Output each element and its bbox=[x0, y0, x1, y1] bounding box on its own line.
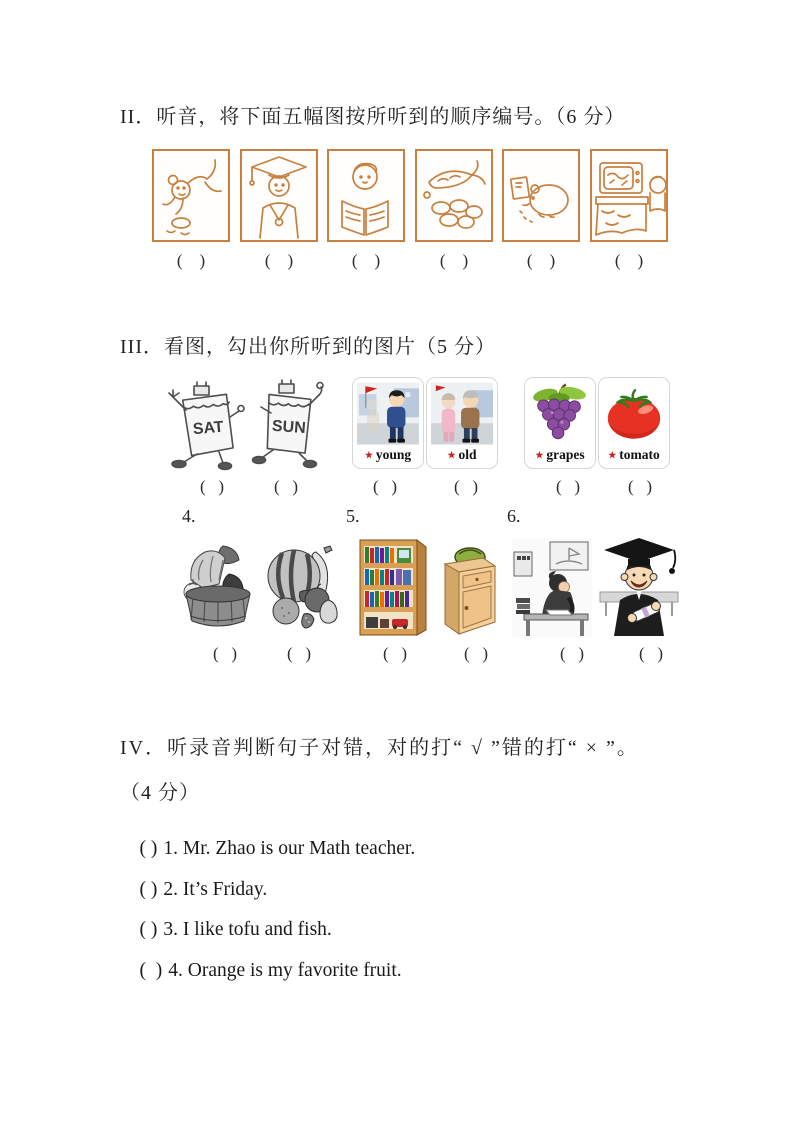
item-number-5: 5. bbox=[346, 506, 360, 526]
card-word: grapes bbox=[546, 447, 585, 462]
answer-blank-s3-5a: ( ) bbox=[382, 644, 408, 663]
answer-blank-s2-4: ( ) bbox=[439, 251, 469, 270]
card-grapes bbox=[524, 377, 596, 469]
sat-label: SAT bbox=[192, 418, 225, 439]
old-man-icon bbox=[431, 382, 493, 445]
answer-blank-s3-3b: ( ) bbox=[627, 477, 653, 496]
section4-heading-line2: （4 分） bbox=[120, 782, 200, 804]
picture-vegetables bbox=[415, 149, 493, 242]
answer-blank-s3-1a: ( ) bbox=[199, 477, 225, 496]
vegetable-basket-icon bbox=[173, 534, 263, 639]
hamster-icon bbox=[504, 151, 578, 240]
item-number-4: 4. bbox=[182, 506, 196, 526]
answer-blank-s3-5b: ( ) bbox=[463, 644, 489, 663]
bookshelf-icon bbox=[355, 536, 431, 638]
tf-blank-4: ( ) bbox=[139, 960, 163, 981]
answer-blank-s3-4b: ( ) bbox=[286, 644, 312, 663]
tf-text-1: 1. Mr. Zhao is our Math teacher. bbox=[163, 838, 416, 859]
answer-blank-s3-2b: ( ) bbox=[453, 477, 479, 496]
star-icon: ★ bbox=[608, 449, 617, 460]
picture-fruits bbox=[260, 534, 346, 644]
sunday-calendar-icon bbox=[249, 377, 331, 472]
answer-blank-s3-1b: ( ) bbox=[273, 477, 299, 496]
answer-blank-s3-2a: ( ) bbox=[372, 477, 398, 496]
tf-text-3: 3. I like tofu and fish. bbox=[163, 919, 332, 940]
picture-hamster bbox=[502, 149, 580, 242]
answer-blank-s2-6: ( ) bbox=[614, 251, 644, 270]
cabinet-icon bbox=[437, 542, 501, 638]
answer-blank-s2-1: ( ) bbox=[176, 251, 206, 270]
answer-blank-s2-3: ( ) bbox=[351, 251, 381, 270]
tomato-icon bbox=[603, 382, 665, 445]
child-reading-icon bbox=[329, 151, 403, 240]
picture-cabinet bbox=[437, 542, 501, 643]
card-word: old bbox=[458, 447, 477, 462]
graduate-icon bbox=[242, 151, 316, 240]
clown-handstand-icon bbox=[154, 151, 228, 240]
answer-blank-s3-4a: ( ) bbox=[212, 644, 238, 663]
card-word: tomato bbox=[619, 447, 660, 462]
star-icon: ★ bbox=[447, 449, 456, 460]
tf-blank-1: ( ) bbox=[139, 838, 158, 859]
answer-blank-s3-3a: ( ) bbox=[555, 477, 581, 496]
young-man-icon bbox=[357, 382, 419, 445]
answer-blank-s2-2: ( ) bbox=[264, 251, 294, 270]
watching-tv-icon bbox=[592, 151, 666, 240]
tf-text-2: 2. It’s Friday. bbox=[163, 879, 268, 900]
picture-watching-tv bbox=[590, 149, 668, 242]
graduate-boy-icon bbox=[598, 536, 680, 638]
picture-sun-calendar bbox=[249, 377, 331, 472]
sun-label: SUN bbox=[271, 417, 307, 438]
tf-blank-3: ( ) bbox=[139, 919, 158, 940]
teacher-writing-icon bbox=[512, 538, 592, 638]
picture-sat-calendar bbox=[166, 377, 250, 472]
tf-text-4: 4. Orange is my favorite fruit. bbox=[168, 960, 402, 981]
card-label bbox=[365, 447, 411, 463]
saturday-calendar-icon bbox=[166, 377, 250, 472]
beans-potatoes-icon bbox=[417, 151, 491, 240]
section2-heading: II．听音，将下面五幅图按所听到的顺序编号。（6 分） bbox=[120, 106, 626, 128]
card-tomato bbox=[598, 377, 670, 469]
fruits-icon bbox=[260, 534, 346, 639]
star-icon: ★ bbox=[364, 449, 373, 460]
star-icon: ★ bbox=[535, 449, 544, 460]
picture-graduate bbox=[240, 149, 318, 242]
section3-heading: III．看图，勾出你所听到的图片（5 分） bbox=[120, 336, 496, 358]
card-word: young bbox=[375, 447, 412, 462]
picture-bookshelf bbox=[355, 536, 431, 643]
answer-blank-s3-6b: ( ) bbox=[638, 644, 664, 663]
card-old bbox=[426, 377, 498, 469]
section4-heading-line1: IV．听录音判断句子对错，对的打“ √ ”错的打“ × ”。 bbox=[120, 737, 639, 759]
grapes-icon bbox=[529, 382, 591, 445]
card-label bbox=[535, 447, 584, 463]
picture-vegetable-basket bbox=[173, 534, 263, 644]
card-label bbox=[447, 447, 476, 463]
picture-child-reading bbox=[327, 149, 405, 242]
card-young bbox=[352, 377, 424, 469]
tf-item-4 bbox=[120, 938, 402, 1004]
answer-blank-s2-5: ( ) bbox=[526, 251, 556, 270]
card-label bbox=[608, 447, 660, 463]
picture-teacher-writing bbox=[512, 538, 592, 643]
item-number-6: 6. bbox=[507, 506, 521, 526]
picture-graduate-boy bbox=[598, 536, 680, 643]
tf-blank-2: ( ) bbox=[139, 879, 158, 900]
picture-clown-handstand bbox=[152, 149, 230, 242]
answer-blank-s3-6a: ( ) bbox=[559, 644, 585, 663]
